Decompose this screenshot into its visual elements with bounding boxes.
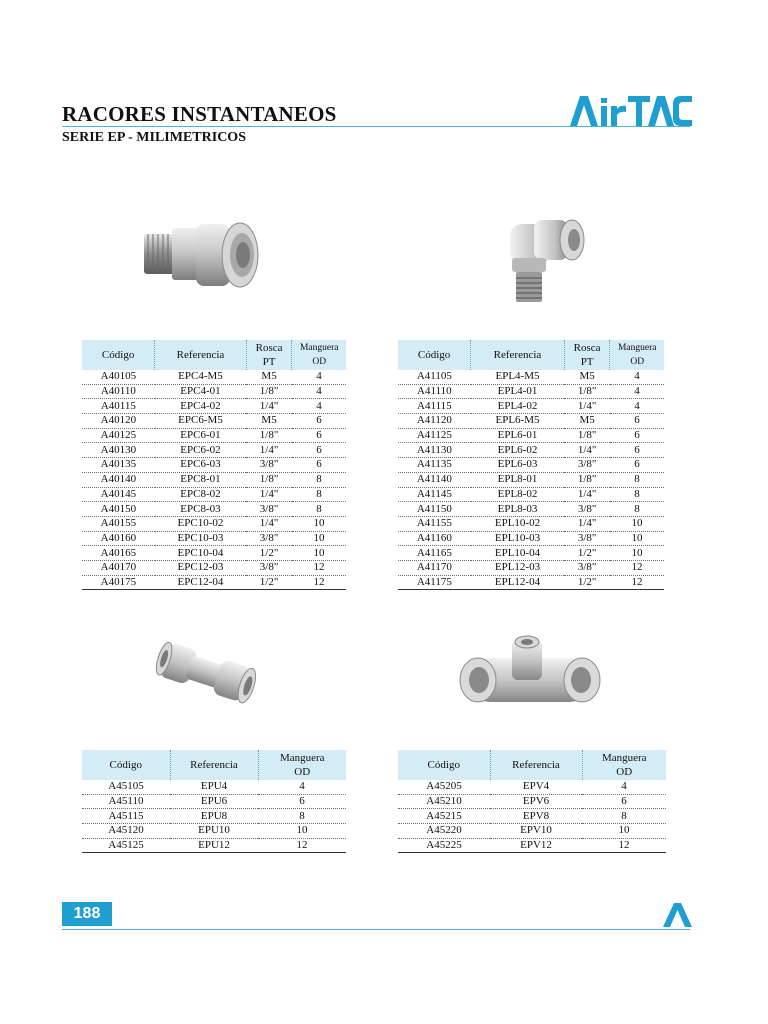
table-cell: A41135 <box>398 458 471 473</box>
table-cell: EPU12 <box>170 838 258 853</box>
table-cell: EPV8 <box>490 809 582 824</box>
table-row <box>82 546 346 561</box>
epv-union-elbow-fitting-image <box>454 630 606 722</box>
table-cell: M5 <box>564 370 610 384</box>
table-cell: 1/8" <box>564 428 610 443</box>
manguera-od-label: OD <box>616 766 633 778</box>
table-cell: 4 <box>292 399 346 414</box>
footer-divider <box>62 929 690 930</box>
table-cell: 1/2" <box>564 575 610 590</box>
table-cell: 8 <box>292 472 346 487</box>
table-cell: EPU10 <box>170 824 258 839</box>
column-header-referencia: Referencia <box>471 340 565 370</box>
table-row <box>82 838 346 853</box>
manguera-od-label: OD <box>294 766 311 778</box>
table-cell: 12 <box>258 838 346 853</box>
column-header-codigo: Código <box>82 750 170 780</box>
table-cell: 8 <box>292 502 346 517</box>
table-row <box>82 560 346 575</box>
table-cell: A45225 <box>398 838 490 853</box>
epl-elbow-fitting-image <box>494 208 590 308</box>
column-header-referencia: Referencia <box>155 340 246 370</box>
table-cell: 4 <box>258 780 346 794</box>
table-row <box>82 780 346 794</box>
page-subtitle: SERIE EP - MILIMETRICOS <box>62 130 246 145</box>
table-cell: 1/2" <box>246 546 292 561</box>
table-cell: EPL6-02 <box>471 443 565 458</box>
table-cell: 12 <box>292 575 346 590</box>
table-cell: M5 <box>246 414 292 429</box>
page-title: RACORES INSTANTANEOS <box>62 102 337 126</box>
table-cell: EPV12 <box>490 838 582 853</box>
table-cell: EPC4-02 <box>155 399 246 414</box>
table-cell: 10 <box>582 824 666 839</box>
table-cell: 3/8" <box>246 531 292 546</box>
table-row <box>398 824 666 839</box>
table-cell: EPU6 <box>170 794 258 809</box>
airtac-logo <box>568 92 692 128</box>
table-cell: EPV10 <box>490 824 582 839</box>
table-cell: 6 <box>292 428 346 443</box>
table-row <box>398 838 666 853</box>
table-cell: A40120 <box>82 414 155 429</box>
table-cell: A40145 <box>82 487 155 502</box>
column-header-referencia: Referencia <box>490 750 582 780</box>
table-cell: EPC6-01 <box>155 428 246 443</box>
table-cell: A40170 <box>82 560 155 575</box>
table-cell: 12 <box>582 838 666 853</box>
table-cell: A45120 <box>82 824 170 839</box>
table-cell: 4 <box>610 399 664 414</box>
table-cell: EPU8 <box>170 809 258 824</box>
table-cell: EPC8-02 <box>155 487 246 502</box>
table-row <box>398 472 664 487</box>
table-cell: A41170 <box>398 560 471 575</box>
table-cell: EPL8-03 <box>471 502 565 517</box>
table-cell: EPC6-M5 <box>155 414 246 429</box>
table-row <box>82 516 346 531</box>
table-row <box>398 794 666 809</box>
rosca-label: Rosca <box>573 342 601 354</box>
table-row <box>82 809 346 824</box>
table-cell: A40110 <box>82 384 155 399</box>
table-cell: A41130 <box>398 443 471 458</box>
table-cell: 1/8" <box>564 384 610 399</box>
column-header-manguera <box>258 750 346 780</box>
table-cell: 1/2" <box>246 575 292 590</box>
table-cell: 10 <box>610 531 664 546</box>
column-header-rosca <box>564 340 610 370</box>
manguera-label: Manguera <box>279 752 325 764</box>
column-header-manguera <box>582 750 666 780</box>
table-cell: 6 <box>582 794 666 809</box>
table-cell: 6 <box>610 458 664 473</box>
table-cell: A45115 <box>82 809 170 824</box>
table-cell: M5 <box>564 414 610 429</box>
table-cell: 8 <box>610 472 664 487</box>
table-cell: 1/4" <box>246 516 292 531</box>
table-cell: 10 <box>292 516 346 531</box>
table-cell: 1/4" <box>564 516 610 531</box>
table-cell: EPL10-04 <box>471 546 565 561</box>
table-cell: A40160 <box>82 531 155 546</box>
epu-union-fitting-image <box>150 632 260 712</box>
table-cell: A41125 <box>398 428 471 443</box>
table-row <box>82 443 346 458</box>
table-cell: 8 <box>258 809 346 824</box>
table-row <box>398 428 664 443</box>
table-row <box>398 780 666 794</box>
table-cell: EPL10-02 <box>471 516 565 531</box>
epl-table-body <box>398 370 664 590</box>
table-cell: EPL10-03 <box>471 531 565 546</box>
table-cell: A41160 <box>398 531 471 546</box>
table-row <box>82 824 346 839</box>
table-row <box>398 384 664 399</box>
table-cell: 12 <box>610 575 664 590</box>
table-cell: A45210 <box>398 794 490 809</box>
table-row <box>398 546 664 561</box>
epc-spec-table <box>82 340 346 590</box>
table-cell: EPL6-03 <box>471 458 565 473</box>
column-header-manguera <box>292 340 346 370</box>
epv-table-body <box>398 780 666 853</box>
table-cell: 1/8" <box>246 428 292 443</box>
table-row <box>398 458 664 473</box>
table-cell: EPC12-04 <box>155 575 246 590</box>
table-cell: 1/4" <box>564 399 610 414</box>
table-cell: 1/8" <box>246 384 292 399</box>
table-cell: A40150 <box>82 502 155 517</box>
table-cell: EPC4-01 <box>155 384 246 399</box>
table-cell: 8 <box>582 809 666 824</box>
table-cell: A40130 <box>82 443 155 458</box>
table-row <box>398 399 664 414</box>
table-cell: A40105 <box>82 370 155 384</box>
table-cell: A45220 <box>398 824 490 839</box>
table-cell: 6 <box>610 414 664 429</box>
table-cell: 3/8" <box>564 560 610 575</box>
table-cell: A41140 <box>398 472 471 487</box>
table-cell: 4 <box>292 370 346 384</box>
table-row <box>82 794 346 809</box>
table-cell: 10 <box>610 516 664 531</box>
table-cell: 1/4" <box>246 399 292 414</box>
table-cell: EPC8-03 <box>155 502 246 517</box>
table-cell: A41115 <box>398 399 471 414</box>
table-cell: A40155 <box>82 516 155 531</box>
column-header-codigo: Código <box>82 340 155 370</box>
table-cell: M5 <box>246 370 292 384</box>
table-cell: EPU4 <box>170 780 258 794</box>
table-cell: A45125 <box>82 838 170 853</box>
epc-straight-fitting-image <box>136 210 266 302</box>
table-cell: 4 <box>610 370 664 384</box>
manguera-label: Manguera <box>617 343 657 353</box>
table-row <box>82 414 346 429</box>
table-cell: A45105 <box>82 780 170 794</box>
table-row <box>398 414 664 429</box>
table-cell: EPL4-01 <box>471 384 565 399</box>
airtac-mark-icon <box>662 902 692 928</box>
table-cell: EPL6-M5 <box>471 414 565 429</box>
table-cell: 1/8" <box>564 472 610 487</box>
table-cell: A41145 <box>398 487 471 502</box>
table-cell: EPC10-02 <box>155 516 246 531</box>
table-cell: 3/8" <box>564 502 610 517</box>
table-cell: A40135 <box>82 458 155 473</box>
table-cell: EPV4 <box>490 780 582 794</box>
table-cell: 1/2" <box>564 546 610 561</box>
table-row <box>398 809 666 824</box>
table-row <box>82 399 346 414</box>
table-row <box>82 458 346 473</box>
table-cell: A41155 <box>398 516 471 531</box>
table-cell: 12 <box>292 560 346 575</box>
table-row <box>398 487 664 502</box>
table-cell: 6 <box>292 443 346 458</box>
rosca-pt-label: PT <box>262 356 276 368</box>
column-header-referencia: Referencia <box>170 750 258 780</box>
table-cell: 3/8" <box>246 458 292 473</box>
epl-spec-table <box>398 340 664 590</box>
table-cell: A45110 <box>82 794 170 809</box>
table-cell: EPV6 <box>490 794 582 809</box>
table-row <box>398 516 664 531</box>
table-cell: 12 <box>610 560 664 575</box>
table-row <box>398 502 664 517</box>
table-cell: 6 <box>610 443 664 458</box>
table-cell: A41120 <box>398 414 471 429</box>
table-row <box>398 575 664 590</box>
table-cell: 3/8" <box>246 502 292 517</box>
table-cell: A41150 <box>398 502 471 517</box>
table-cell: A40115 <box>82 399 155 414</box>
table-cell: 10 <box>258 824 346 839</box>
table-cell: EPL8-01 <box>471 472 565 487</box>
table-cell: EPC10-03 <box>155 531 246 546</box>
table-cell: EPC4-M5 <box>155 370 246 384</box>
rosca-pt-label: PT <box>580 356 594 368</box>
epu-spec-table <box>82 750 346 853</box>
table-cell: 10 <box>610 546 664 561</box>
table-cell: A41175 <box>398 575 471 590</box>
table-cell: EPC12-03 <box>155 560 246 575</box>
table-row <box>398 370 664 384</box>
table-cell: 8 <box>610 502 664 517</box>
column-header-rosca <box>246 340 292 370</box>
column-header-codigo: Código <box>398 750 490 780</box>
table-row <box>82 370 346 384</box>
table-cell: 4 <box>582 780 666 794</box>
manguera-label: Manguera <box>601 752 647 764</box>
table-row <box>398 560 664 575</box>
table-cell: 3/8" <box>564 458 610 473</box>
column-header-codigo: Código <box>398 340 471 370</box>
table-cell: 8 <box>292 487 346 502</box>
table-cell: 1/4" <box>564 443 610 458</box>
table-cell: 3/8" <box>564 531 610 546</box>
table-row <box>82 502 346 517</box>
table-cell: 4 <box>610 384 664 399</box>
table-cell: EPL4-02 <box>471 399 565 414</box>
page-number: 188 <box>62 902 112 926</box>
table-cell: 1/4" <box>246 443 292 458</box>
table-cell: 6 <box>292 458 346 473</box>
table-cell: A40140 <box>82 472 155 487</box>
table-row <box>82 428 346 443</box>
table-row <box>82 531 346 546</box>
epv-spec-table <box>398 750 666 853</box>
table-cell: 4 <box>292 384 346 399</box>
table-row <box>82 487 346 502</box>
table-cell: 10 <box>292 531 346 546</box>
table-cell: A40125 <box>82 428 155 443</box>
table-row <box>82 384 346 399</box>
table-cell: 10 <box>292 546 346 561</box>
table-cell: EPL6-01 <box>471 428 565 443</box>
table-cell: A40175 <box>82 575 155 590</box>
table-cell: 1/8" <box>246 472 292 487</box>
table-cell: 6 <box>610 428 664 443</box>
table-cell: A45205 <box>398 780 490 794</box>
table-cell: 8 <box>610 487 664 502</box>
table-cell: EPL12-04 <box>471 575 565 590</box>
table-cell: EPL12-03 <box>471 560 565 575</box>
table-cell: 6 <box>258 794 346 809</box>
table-cell: A40165 <box>82 546 155 561</box>
table-row <box>398 443 664 458</box>
epc-table-body <box>82 370 346 590</box>
table-cell: EPC10-04 <box>155 546 246 561</box>
table-cell: A41110 <box>398 384 471 399</box>
table-cell: A41165 <box>398 546 471 561</box>
manguera-od-label: OD <box>312 357 327 367</box>
table-cell: EPC6-02 <box>155 443 246 458</box>
table-cell: 6 <box>292 414 346 429</box>
column-header-manguera <box>610 340 664 370</box>
table-row <box>82 575 346 590</box>
manguera-label: Manguera <box>299 343 339 353</box>
table-cell: 1/4" <box>246 487 292 502</box>
table-cell: A41105 <box>398 370 471 384</box>
rosca-label: Rosca <box>255 342 283 354</box>
table-cell: 1/4" <box>564 487 610 502</box>
manguera-od-label: OD <box>630 357 645 367</box>
table-cell: EPC6-03 <box>155 458 246 473</box>
table-cell: EPL8-02 <box>471 487 565 502</box>
table-cell: 3/8" <box>246 560 292 575</box>
table-row <box>82 472 346 487</box>
table-cell: A45215 <box>398 809 490 824</box>
table-row <box>398 531 664 546</box>
table-cell: EPC8-01 <box>155 472 246 487</box>
epu-table-body <box>82 780 346 853</box>
table-cell: EPL4-M5 <box>471 370 565 384</box>
